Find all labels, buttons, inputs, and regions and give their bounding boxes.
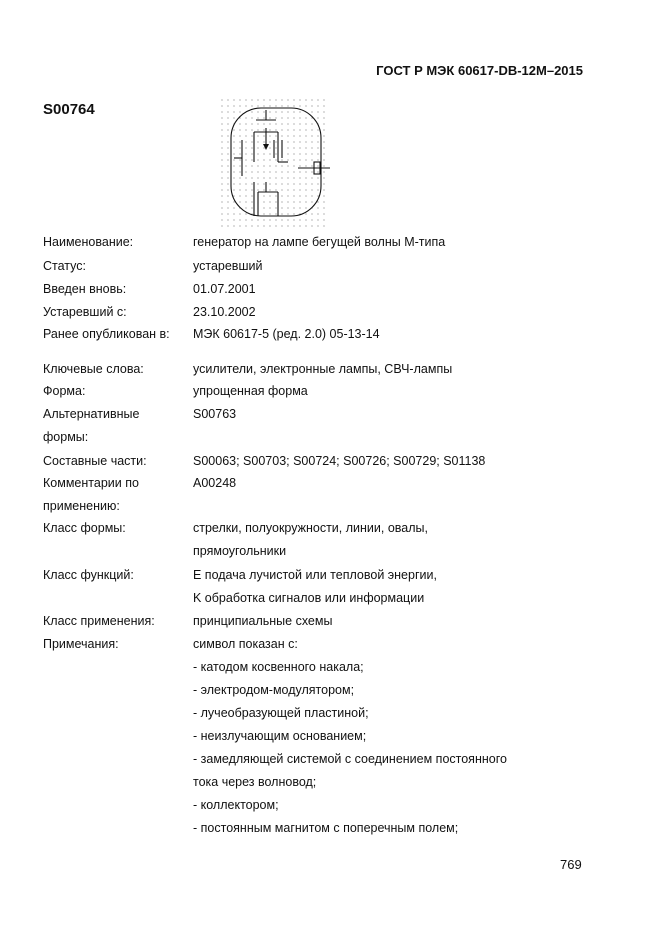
field-value [193, 301, 593, 324]
field-label [43, 450, 191, 473]
field-label [43, 323, 191, 346]
field-label [43, 517, 191, 540]
symbol-code: S00764 [43, 101, 95, 118]
field-value [193, 450, 593, 473]
field-label [43, 255, 191, 278]
field-value-line: S00763 [193, 407, 237, 421]
field-label-line: Статус: [43, 259, 86, 273]
field-label-line: Ранее опубликован в: [43, 327, 170, 341]
field-label-line: Класс формы: [43, 521, 126, 535]
field-value-line: - лучеобразующей пластиной; [193, 706, 369, 720]
field-value [193, 380, 593, 403]
field-label [43, 380, 191, 403]
field-value-line: МЭК 60617-5 (ред. 2.0) 05-13-14 [193, 327, 380, 341]
field-label-line: Ключевые слова: [43, 362, 144, 376]
field-value-line: - электродом-модулятором; [193, 683, 355, 697]
field-value-line: тока через волновод; [193, 775, 317, 789]
dot-grid [221, 99, 324, 226]
field-value [193, 323, 593, 346]
field-value-line: прямоугольники [193, 544, 287, 558]
field-value [193, 278, 593, 301]
field-label [43, 278, 191, 301]
field-value-line: S00063; S00703; S00724; S00726; S00729; S01138 [193, 454, 486, 468]
field-label-line: Наименование: [43, 235, 134, 249]
field-value-line: - коллектором; [193, 798, 279, 812]
field-label-line: Составные части: [43, 454, 147, 468]
field-label-line: применению: [43, 499, 120, 513]
field-value-line: - неизлучающим основанием; [193, 729, 367, 743]
field-value-line: символ показан с: [193, 637, 298, 651]
field-label-line: Класс функций: [43, 568, 134, 582]
field-value-line: 01.07.2001 [193, 282, 256, 296]
field-value-line: устаревший [193, 259, 263, 273]
field-label [43, 564, 191, 587]
field-label [43, 358, 191, 381]
field-value [193, 403, 593, 426]
field-value-line: A00248 [193, 476, 237, 490]
field-label-line: Примечания: [43, 637, 119, 651]
field-value [193, 231, 593, 254]
field-value-line: принципиальные схемы [193, 614, 333, 628]
field-value-line: E подача лучистой или тепловой энергии, [193, 568, 437, 582]
field-value-line: K обработка сигналов или информации [193, 591, 425, 605]
field-value [193, 472, 593, 495]
field-value [193, 255, 593, 278]
field-label-line: Форма: [43, 384, 86, 398]
field-label [43, 403, 191, 449]
field-label [43, 610, 191, 633]
field-value-line: генератор на лампе бегущей волны М-типа [193, 235, 446, 249]
field-value-line: - замедляющей системой с соединением постоянного [193, 752, 507, 766]
field-label-line: Устаревший с: [43, 305, 127, 319]
field-value [193, 517, 593, 563]
page-number: 769 [560, 857, 582, 872]
field-label [43, 472, 191, 518]
field-value [193, 610, 593, 633]
field-value-line: 23.10.2002 [193, 305, 256, 319]
symbol-drawing [218, 96, 330, 228]
field-label-line: Альтернативные [43, 407, 140, 421]
field-value [193, 633, 593, 840]
field-label-line: Введен вновь: [43, 282, 127, 296]
field-value-line: стрелки, полуокружности, линии, овалы, [193, 521, 428, 535]
field-label [43, 301, 191, 324]
field-value [193, 564, 593, 610]
field-label [43, 231, 191, 254]
field-label-line: формы: [43, 430, 89, 444]
field-value-line: - постоянным магнитом с поперечным полем; [193, 821, 459, 835]
field-label-line: Класс применения: [43, 614, 155, 628]
field-label-line: Комментарии по [43, 476, 139, 490]
field-value [193, 358, 593, 381]
field-label [43, 633, 191, 656]
field-value-line: упрощенная форма [193, 384, 308, 398]
field-value-line: усилители, электронные лампы, СВЧ-лампы [193, 362, 453, 376]
document-header: ГОСТ Р МЭК 60617-DB-12M–2015 [376, 63, 583, 78]
field-value-line: - катодом косвенного накала; [193, 660, 364, 674]
